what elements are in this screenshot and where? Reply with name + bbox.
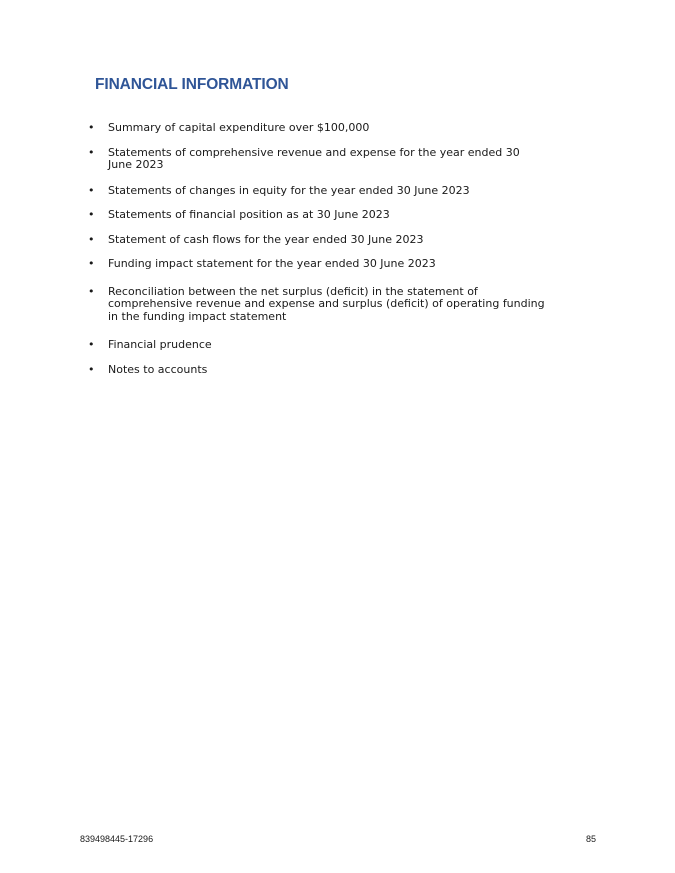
list-item-text: Notes to accounts — [108, 362, 208, 376]
bullet-icon: • — [88, 232, 95, 246]
list-item-text: Reconciliation between the net surplus (deficit) in the statement of comprehensive revenue and expense and surplus (deficit) of operating funding in the funding impact statement — [108, 284, 545, 323]
list-item-text: Statements of financial position as at 30 June 2023 — [108, 208, 390, 221]
list-item — [84, 147, 528, 172]
list-item-text: Statements of comprehensive revenue and expense for the year ended 30 June 2023 — [108, 145, 520, 171]
page-heading: FINANCIAL INFORMATION — [95, 76, 289, 93]
bullet-icon: • — [88, 257, 95, 270]
list-item-text: Summary of capital expenditure over $100,000 — [108, 121, 370, 134]
list-item — [84, 364, 534, 377]
page-number: 85 — [585, 834, 596, 844]
list-item — [84, 339, 534, 352]
contents-list — [84, 121, 545, 388]
list-item — [84, 185, 534, 198]
list-item — [84, 286, 548, 324]
bullet-icon: • — [88, 183, 95, 197]
bullet-icon: • — [88, 362, 95, 376]
document-id: 839498445-17296 — [80, 834, 154, 844]
bullet-icon: • — [88, 145, 95, 159]
list-item — [84, 122, 534, 135]
list-item-text: Funding impact statement for the year ended 30 June 2023 — [108, 257, 436, 270]
list-item — [84, 258, 534, 271]
list-item-text: Financial prudence — [108, 338, 212, 351]
bullet-icon: • — [88, 121, 95, 134]
list-item — [84, 209, 534, 222]
list-item — [84, 234, 534, 247]
list-item-text: Statement of cash flows for the year ended 30 June 2023 — [108, 232, 424, 246]
list-item-text: Statements of changes in equity for the year ended 30 June 2023 — [108, 183, 470, 197]
bullet-icon: • — [88, 284, 95, 298]
bullet-icon: • — [88, 338, 95, 351]
bullet-icon: • — [88, 208, 95, 221]
